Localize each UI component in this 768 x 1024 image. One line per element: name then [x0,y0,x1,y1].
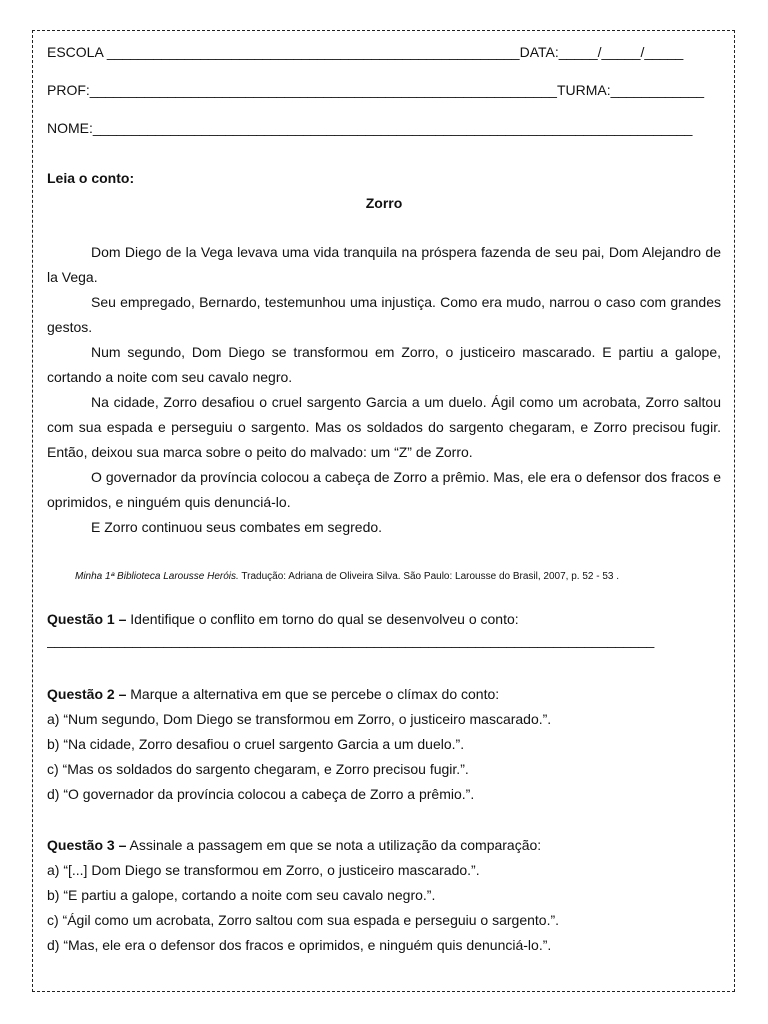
question-2-label: Questão 2 – [47,686,127,702]
question-3-option-c[interactable]: c) “Ágil como um acrobata, Zorro saltou com sua espada e perseguiu o sargento.”. [47,912,560,928]
question-1-answer-line[interactable]: ______________________________________________________________________________ [47,632,655,648]
citation [47,571,721,582]
story-paragraph: Dom Diego de la Vega levava uma vida tranquila na próspera fazenda de seu pai, Dom Alejandro de la Vega. [47,244,721,285]
story-paragraph: E Zorro continuou seus combates em segredo. [91,519,383,535]
story-body [47,240,721,540]
question-2 [47,682,721,807]
question-1-label: Questão 1 – [47,611,127,627]
worksheet-page [32,30,735,992]
question-3-text: Assinale a passagem em que se nota a utilização da comparação: [126,837,542,853]
question-3-label: Questão 3 – [47,837,127,853]
nome-line[interactable]: NOME:_____________________________________________________________________________ [47,120,693,136]
question-2-option-d[interactable]: d) “O governador da província colocou a cabeça de Zorro a prêmio.”. [47,786,475,802]
reading-instruction: Leia o conto: [47,170,135,186]
citation-details: Tradução: Adriana de Oliveira Silva. São Paulo: Larousse do Brasil, 2007, p. 52 - 53 . [238,571,620,582]
question-1-text: Identifique o conflito em torno do qual se desenvolveu o conto: [126,611,519,627]
question-3-option-a[interactable]: a) “[...] Dom Diego se transformou em Zorro, o justiceiro mascarado.”. [47,862,480,878]
question-2-option-c[interactable]: c) “Mas os soldados do sargento chegaram, e Zorro precisou fugir.”. [47,761,469,777]
story-title: Zorro [365,195,403,211]
story-paragraph: O governador da província colocou a cabeça de Zorro a prêmio. Mas, ele era o defensor dos fracos e oprimidos, e ninguém quis denunciá-lo. [47,469,721,510]
citation-source: Minha 1ª Biblioteca Larousse Heróis. [75,571,239,582]
question-1 [47,607,721,648]
story-paragraph: Seu empregado, Bernardo, testemunhou uma injustiça. Como era mudo, narrou o caso com grandes gestos. [47,294,721,335]
question-3 [47,833,721,958]
story-paragraph: Num segundo, Dom Diego se transformou em Zorro, o justiceiro mascarado. E partiu a galope, cortando a noite com seu cavalo negro. [47,344,721,385]
question-3-option-d[interactable]: d) “Mas, ele era o defensor dos fracos e oprimidos, e ninguém quis denunciá-lo.”. [47,937,552,953]
question-2-option-a[interactable]: a) “Num segundo, Dom Diego se transformou em Zorro, o justiceiro mascarado.”. [47,711,552,727]
escola-date-line[interactable]: ESCOLA _____________________________________________________DATA:_____/_____/_____ [47,44,684,60]
question-2-option-b[interactable]: b) “Na cidade, Zorro desafiou o cruel sargento Garcia a um duelo.”. [47,736,465,752]
question-3-option-b[interactable]: b) “E partiu a galope, cortando a noite com seu cavalo negro.”. [47,887,436,903]
prof-turma-line[interactable]: PROF:____________________________________________________________TURMA:____________ [47,82,705,98]
question-2-text: Marque a alternativa em que se percebe o clímax do conto: [126,686,500,702]
story-paragraph: Na cidade, Zorro desafiou o cruel sargento Garcia a um duelo. Ágil como um acrobata, Zorro saltou com sua espada e perseguiu o sargento. Mas os soldados do sargento chegaram, e Zorro precisou fugir. Então, deixou sua marca sobre o peito do malvado: um “Z” de Zorro. [47,394,721,460]
